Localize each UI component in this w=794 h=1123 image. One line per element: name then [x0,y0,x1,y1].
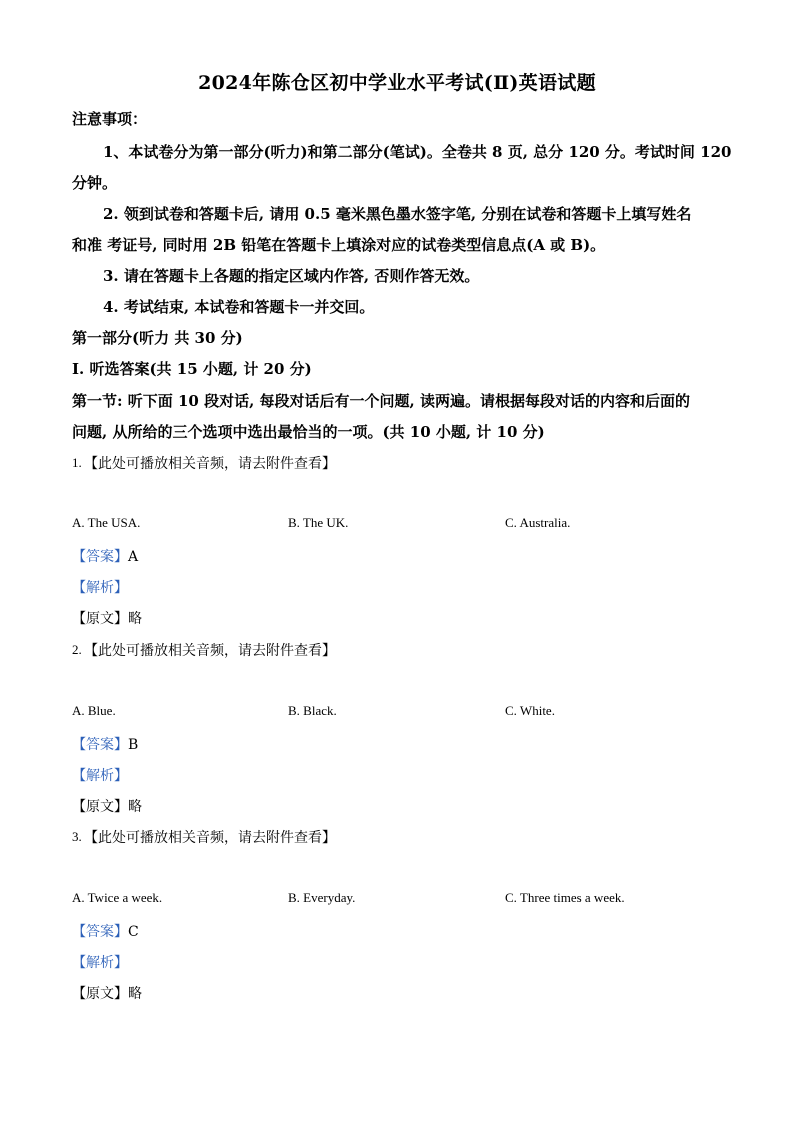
notice-item-2: 2. 领到试卷和答题卡后, 请用 0.5 毫米黑色墨水签字笔, 分别在试卷和答题卡上填写姓名 [103,205,692,223]
answer-value: A [128,549,139,565]
answer-row [72,734,138,754]
answer-row [72,921,139,941]
original-label: 【原文】 [72,986,128,1002]
original-value: 略 [128,611,142,627]
original-value: 略 [128,986,142,1002]
instruction-line-2: 问题, 从所给的三个选项中选出最恰当的一项。(共 10 小题, 计 10 分) [72,423,545,441]
original-label: 【原文】 [72,611,128,627]
question-number: 1. [72,455,82,470]
audio-prompt: 【此处可播放相关音频，请去附件查看】 [84,456,336,472]
answer-value: B [128,737,139,753]
answer-row [72,546,138,566]
audio-prompt: 【此处可播放相关音频，请去附件查看】 [84,830,336,846]
page-title: 2024年陈仓区初中学业水平考试(Ⅱ)英语试题 [198,72,596,94]
notice-item-1-cont: 分钟。 [72,174,118,192]
notice-item-2-cont: 和准 考证号, 同时用 2B 铅笔在答题卡上填涂对应的试卷类型信息点(A 或 B)。 [72,236,606,254]
answer-value: C [128,924,139,940]
question-number: 2. [72,642,82,657]
answer-label: 【答案】 [72,924,128,940]
option-c: C. Three times a week. [505,890,625,905]
notice-item-4: 4. 考试结束, 本试卷和答题卡一并交回。 [103,298,375,316]
original-row [72,983,142,1003]
analysis-label: 【解析】 [72,768,128,784]
section-one-heading: I. 听选答案(共 15 小题, 计 20 分) [72,360,312,378]
answer-label: 【答案】 [72,737,128,753]
option-b: B. Black. [288,703,337,718]
analysis-label: 【解析】 [72,580,128,596]
option-b: B. Everyday. [288,890,356,905]
option-c: C. Australia. [505,515,571,530]
option-a: A. Blue. [72,703,116,718]
option-b: B. The UK. [288,515,349,530]
option-a: A. The USA. [72,515,141,530]
original-label: 【原文】 [72,799,128,815]
original-row [72,796,142,816]
audio-prompt: 【此处可播放相关音频，请去附件查看】 [84,643,336,659]
question-number: 3. [72,829,82,844]
option-a: A. Twice a week. [72,890,163,905]
instruction-line-1: 第一节: 听下面 10 段对话, 每段对话后有一个问题, 读两遍。请根据每段对话的内容和后面的 [72,392,690,410]
original-value: 略 [128,799,142,815]
option-c: C. White. [505,703,555,718]
analysis-label: 【解析】 [72,955,128,971]
answer-label: 【答案】 [72,549,128,565]
original-row [72,608,142,628]
notice-item-1: 1、本试卷分为第一部分(听力)和第二部分(笔试)。全卷共 8 页, 总分 120 分。考试时间 120 [103,143,732,161]
notice-heading: 注意事项： [72,110,148,128]
notice-item-3: 3. 请在答题卡上各题的指定区域内作答, 否则作答无效。 [103,267,480,285]
part-one-heading: 第一部分(听力 共 30 分) [72,329,243,347]
